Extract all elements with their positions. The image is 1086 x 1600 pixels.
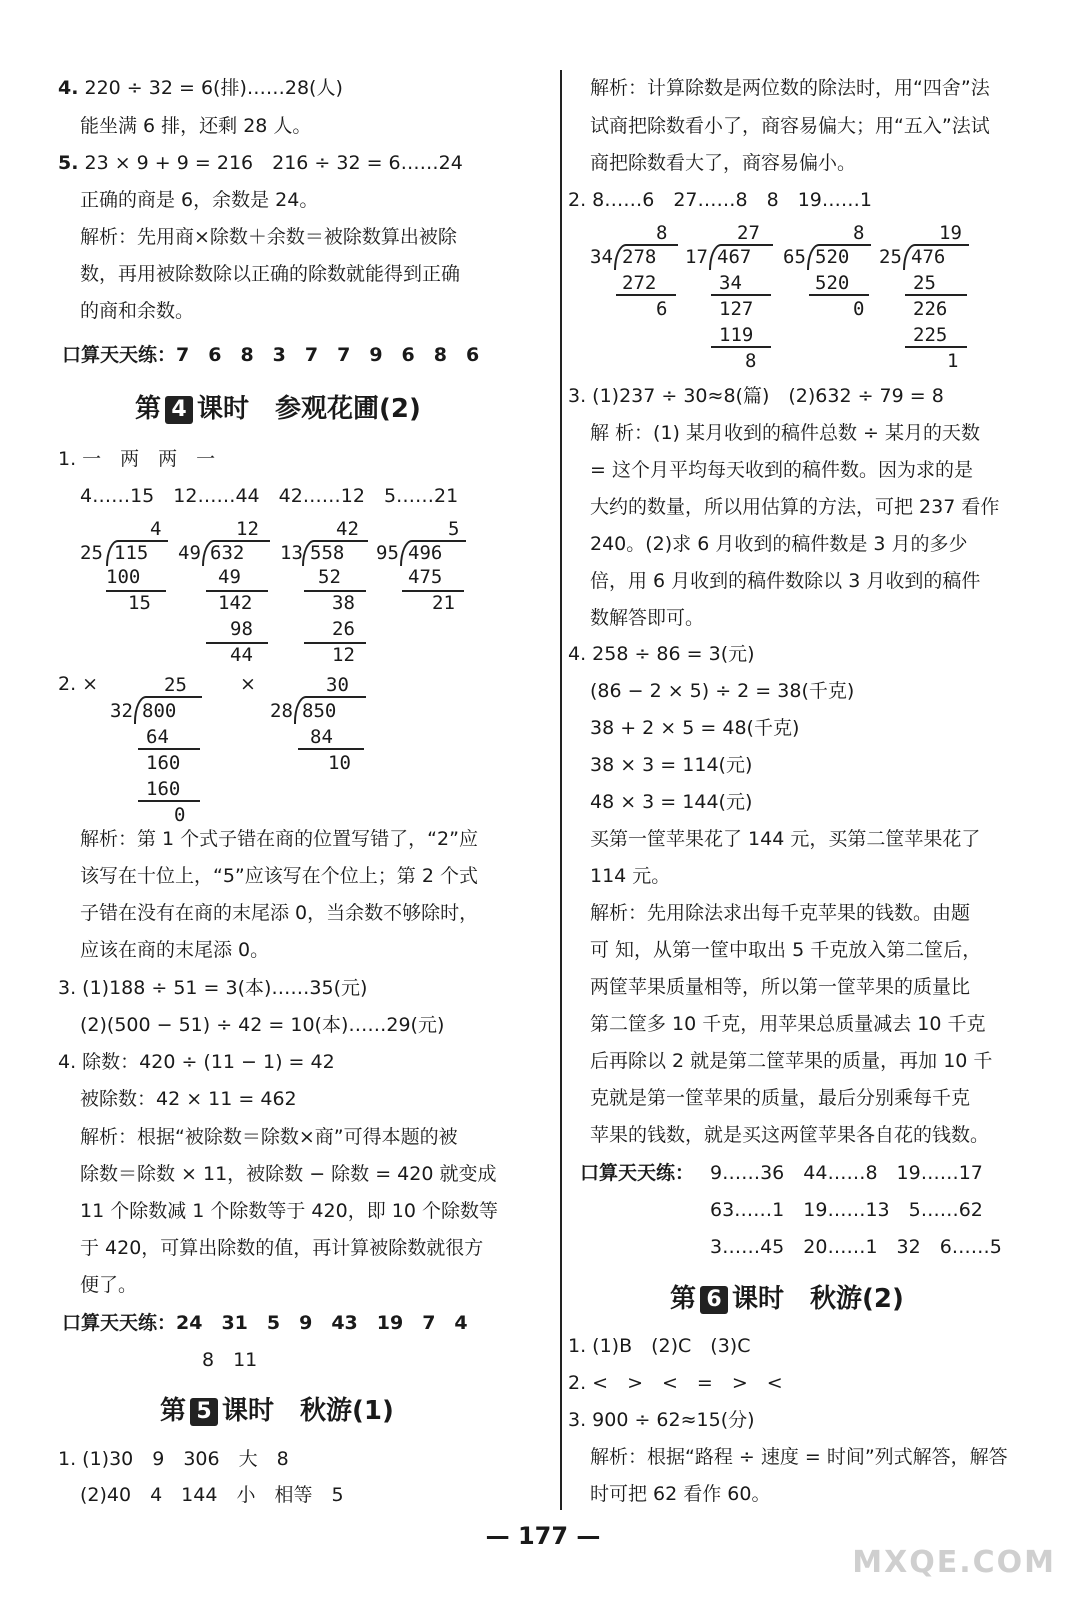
analysis-text: 解析：根据“被除数＝除数×商”可得本题的被 [80,1126,458,1148]
analysis-text: 大约的数量，所以用估算的方法，可把 237 看作 [590,496,1000,518]
divisor: 32 [110,700,133,722]
remainder: 10 [328,752,351,774]
remainder: 6 [656,298,668,320]
q4-line3: 38 + 2 × 5 = 48(千克) [590,717,800,739]
analysis-text: 解析：计算除数是两位数的除法时，用“四舍”法 [590,77,990,99]
lesson-number-badge: 5 [190,1398,218,1426]
remainder: 0 [853,298,865,320]
oral-practice-row: 9……36 44……8 19……17 [710,1162,983,1184]
remainder: 12 [332,644,355,666]
analysis-text: 该写在十位上，“5”应该写在个位上；第 2 个式 [80,865,478,887]
oral-practice: 口算天天练：7 6 8 3 7 7 9 6 8 6 [62,344,480,366]
product: 100 [106,566,141,588]
q2-answers: 2. < > < = > < [568,1372,783,1394]
remainder: 0 [174,804,186,826]
oral-practice-cont: 8 11 [202,1349,258,1371]
analysis-text: 解析：第 1 个式子错在商的位置写错了，“2”应 [80,828,478,850]
analysis-text: 11 个除数减 1 个除数等于 420，即 10 个除数等 [80,1200,498,1222]
analysis-text: 解 析：(1) 某月收到的稿件总数 ÷ 某月的天数 [590,422,980,444]
q1-line2: (2)40 4 144 小 相等 5 [80,1484,344,1506]
analysis-text: 后再除以 2 就是第二筐苹果的质量，再加 10 千 [590,1050,993,1072]
problem-5-answer: 正确的商是 6，余数是 24。 [80,189,319,211]
analysis-text: 的商和余数。 [80,300,195,322]
divisor: 65 [783,246,806,268]
oral-practice-row: 63……1 19……13 5……62 [710,1199,983,1221]
watermark: MXQE.COM [852,1545,1056,1580]
analysis-text: = 这个月平均每天收到的稿件数。因为求的是 [590,459,973,481]
analysis-text: 试商把除数看小了，商容易偏大；用“五入”法试 [590,115,990,137]
partial: 142 [218,592,253,614]
q3-line1: 3. (1)188 ÷ 51 = 3(本)……35(元) [58,977,368,999]
dividend: 632 [210,542,245,564]
analysis-text: 240。(2)求 6 月收到的稿件数是 3 月的多少 [590,533,968,555]
divisor: 13 [280,542,303,564]
q4-answer: 114 元。 [590,865,671,887]
product: 225 [913,324,948,346]
lesson-number-badge: 4 [165,396,193,424]
dividend: 520 [815,246,850,268]
analysis-text: 解析：先用除法求出每千克苹果的钱数。由题 [590,902,971,924]
q3-line1: 3. 900 ÷ 62≈15(分) [568,1409,755,1431]
analysis-text: 应该在商的末尾添 0。 [80,939,270,961]
quotient: 8 [656,222,668,244]
partial: 160 [146,752,181,774]
analysis-text: 数解答即可。 [590,607,705,629]
dividend: 800 [142,700,177,722]
problem-4-line1: 4. 220 ÷ 32 = 6(排)……28(人) [58,77,343,99]
q4-line1: 4. 除数：420 ÷ (11 − 1) = 42 [58,1051,335,1073]
remainder: 8 [745,350,757,372]
analysis-text: 于 420，可算出除数的值，再计算被除数就很方 [80,1237,484,1259]
quotient: 8 [853,222,865,244]
q4-line1: 4. 258 ÷ 86 = 3(元) [568,643,755,665]
analysis-text: 克就是第一筐苹果的质量，最后分别乘每千克 [590,1087,971,1109]
dividend: 476 [911,246,946,268]
analysis-text: 两筐苹果质量相等，所以第一筐苹果的质量比 [590,976,971,998]
quotient: 27 [737,222,760,244]
divisor: 25 [879,246,902,268]
product: 64 [146,726,169,748]
q4-line5: 48 × 3 = 144(元) [590,791,753,813]
section-heading-6: 第 6 课时 秋游(2) [670,1284,904,1314]
q1-answers: 1. (1)B (2)C (3)C [568,1335,751,1357]
analysis-text: 便了。 [80,1274,138,1296]
product: 52 [318,566,341,588]
analysis-text: 第二筐多 10 千克，用苹果总质量减去 10 千克 [590,1013,986,1035]
dividend: 278 [622,246,657,268]
product: 98 [230,618,253,640]
dividend: 496 [408,542,443,564]
divisor: 49 [178,542,201,564]
partial: 226 [913,298,948,320]
divisor: 25 [80,542,103,564]
remainder: 44 [230,644,253,666]
product: 520 [815,272,850,294]
q2-answers: 2. 8……6 27……8 8 19……1 [568,189,872,211]
divisor: 34 [590,246,613,268]
analysis-text: 除数＝除数 × 11，被除数 − 除数 = 420 就变成 [80,1163,497,1185]
q4-line2: 被除数：42 × 11 = 462 [80,1088,297,1110]
product: 26 [332,618,355,640]
divisor: 95 [376,542,399,564]
oral-practice-row: 3……45 20……1 32 6……5 [710,1236,1002,1258]
dividend: 115 [114,542,149,564]
analysis-text: 商把除数看大了，商容易偏小。 [590,152,857,174]
page-number: — 177 — [485,1522,601,1550]
dividend: 467 [717,246,752,268]
partial: 127 [719,298,754,320]
oral-practice-label: 口算天天练： [580,1162,695,1184]
analysis-text: 可 知，从第一筐中取出 5 千克放入第二筐后， [590,939,982,961]
product: 475 [408,566,443,588]
dividend: 558 [310,542,345,564]
oral-practice: 口算天天练：24 31 5 9 43 19 7 4 [62,1312,468,1334]
q3-line1: 3. (1)237 ÷ 30≈8(篇) (2)632 ÷ 79 = 8 [568,385,944,407]
q3-line2: (2)(500 − 51) ÷ 42 = 10(本)……29(元) [80,1014,445,1036]
section-heading-5: 第 5 课时 秋游(1) [160,1396,394,1426]
q1-results: 4……15 12……44 42……12 5……21 [80,485,459,507]
analysis-text: 子错在没有在商的末尾添 0，当余数不够除时， [80,902,479,924]
analysis-text: 倍，用 6 月收到的稿件数除以 3 月收到的稿件 [590,570,981,592]
quotient: 25 [164,674,187,696]
quotient: 4 [150,518,162,540]
divisor: 17 [685,246,708,268]
analysis-text: 苹果的钱数，就是买这两筐苹果各自花的钱数。 [590,1124,990,1146]
quotient: 42 [336,518,359,540]
q1-answers: 1. 一 两 两 一 [58,448,216,470]
dividend: 850 [302,700,337,722]
remainder: 1 [947,350,959,372]
lesson-number-badge: 6 [700,1286,728,1314]
partial: 38 [332,592,355,614]
q2-label: 2. × [58,673,99,695]
wrong-mark: × [240,673,256,695]
column-divider [560,70,562,1510]
divisor: 28 [270,700,293,722]
quotient: 30 [326,674,349,696]
product: 160 [146,778,181,800]
analysis-text: 数，再用被除数除以正确的除数就能得到正确 [80,263,461,285]
product: 25 [913,272,936,294]
product: 49 [218,566,241,588]
analysis-text: 解析：根据“路程 ÷ 速度 = 时间”列式解答，解答 [590,1446,1008,1468]
quotient: 12 [236,518,259,540]
q4-answer: 买第一筐苹果花了 144 元，买第二筐苹果花了 [590,828,981,850]
product: 119 [719,324,754,346]
product: 272 [622,272,657,294]
problem-5-line1: 5. 23 × 9 + 9 = 216 216 ÷ 32 = 6……24 [58,152,463,174]
q1-line1: 1. (1)30 9 306 大 8 [58,1448,289,1470]
product: 84 [310,726,333,748]
quotient: 5 [448,518,460,540]
section-heading-4: 第 4 课时 参观花圃(2) [135,394,421,424]
q4-line4: 38 × 3 = 114(元) [590,754,753,776]
remainder: 21 [432,592,455,614]
remainder: 15 [128,592,151,614]
product: 34 [719,272,742,294]
q4-line2: (86 − 2 × 5) ÷ 2 = 38(千克) [590,680,855,702]
analysis-text: 解析：先用商×除数＋余数＝被除数算出被除 [80,226,457,248]
quotient: 19 [939,222,962,244]
problem-4-answer: 能坐满 6 排，还剩 28 人。 [80,115,312,137]
analysis-text: 时可把 62 看作 60。 [590,1483,771,1505]
